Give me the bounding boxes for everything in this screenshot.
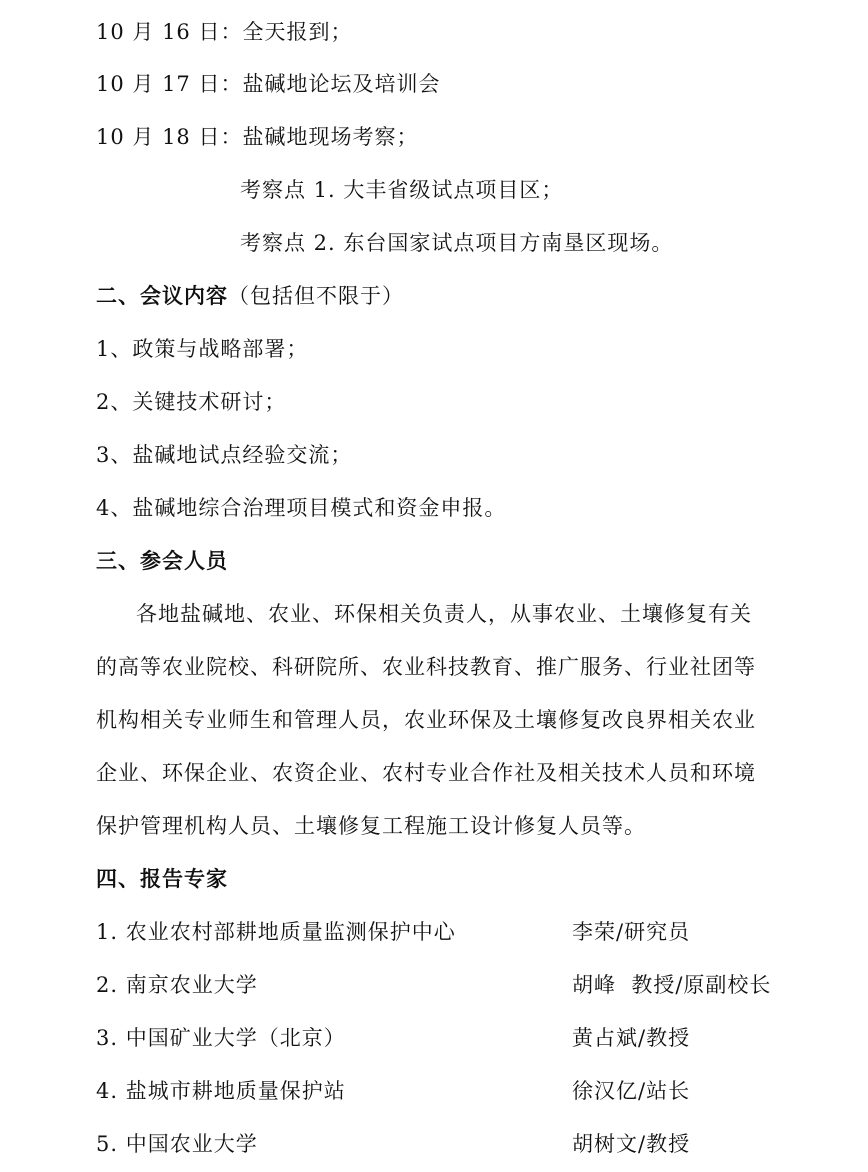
expert-organization: 4. 盐城市耕地质量保护站 xyxy=(96,1079,346,1103)
section-note: （包括但不限于） xyxy=(228,284,404,308)
content-item-4: 4、盐碱地综合治理项目模式和资金申报。 xyxy=(96,496,507,520)
schedule-date: 10 月 18 日： xyxy=(96,125,243,149)
section-heading-attendees: 三、参会人员 xyxy=(96,549,228,573)
site-line-2: 考察点 2. 东台国家试点项目方南垦区现场。 xyxy=(240,231,674,255)
schedule-line-2 xyxy=(96,69,440,99)
expert-organization: 3. 中国矿业大学（北京） xyxy=(96,1026,346,1050)
schedule-line-1 xyxy=(96,17,352,47)
attendees-paragraph-line: 的高等农业院校、科研院所、农业科技教育、推广服务、行业社团等 xyxy=(96,655,756,679)
schedule-text: 盐碱地论坛及培训会 xyxy=(242,72,441,96)
schedule-text: 全天报到； xyxy=(242,20,353,44)
schedule-line-3 xyxy=(96,122,418,152)
expert-name-title: 徐汉亿/站长 xyxy=(572,1079,691,1103)
expert-name-title: 黄占斌/教授 xyxy=(572,1026,691,1050)
content-item-1: 1、政策与战略部署； xyxy=(96,337,309,361)
content-item-3: 3、盐碱地试点经验交流； xyxy=(96,443,353,467)
attendees-paragraph-line: 企业、环保企业、农资企业、农村专业合作社及相关技术人员和环境 xyxy=(96,761,756,785)
schedule-date: 10 月 16 日： xyxy=(96,20,243,44)
schedule-date: 10 月 17 日： xyxy=(96,72,243,96)
expert-name-title: 胡树文/教授 xyxy=(572,1132,691,1156)
expert-name-title: 李荣/研究员 xyxy=(572,920,691,944)
expert-name-title: 胡峰 教授/原副校长 xyxy=(572,973,772,997)
expert-organization: 2. 南京农业大学 xyxy=(96,973,258,997)
schedule-text: 盐碱地现场考察； xyxy=(242,125,419,149)
expert-organization: 5. 中国农业大学 xyxy=(96,1132,258,1156)
section-heading-experts: 四、报告专家 xyxy=(96,867,228,891)
attendees-paragraph-line: 各地盐碱地、农业、环保相关负责人，从事农业、土壤修复有关 xyxy=(136,602,752,626)
site-line-1: 考察点 1. 大丰省级试点项目区； xyxy=(240,178,564,202)
content-item-2: 2、关键技术研讨； xyxy=(96,390,287,414)
attendees-paragraph-line: 机构相关专业师生和管理人员，农业环保及土壤修复改良界相关农业 xyxy=(96,708,756,732)
attendees-paragraph-line: 保护管理机构人员、土壤修复工程施工设计修复人员等。 xyxy=(96,814,646,838)
section-title: 二、会议内容 xyxy=(96,284,228,308)
expert-organization: 1. 农业农村部耕地质量监测保护中心 xyxy=(96,920,456,944)
section-heading-meeting-content xyxy=(96,281,404,311)
